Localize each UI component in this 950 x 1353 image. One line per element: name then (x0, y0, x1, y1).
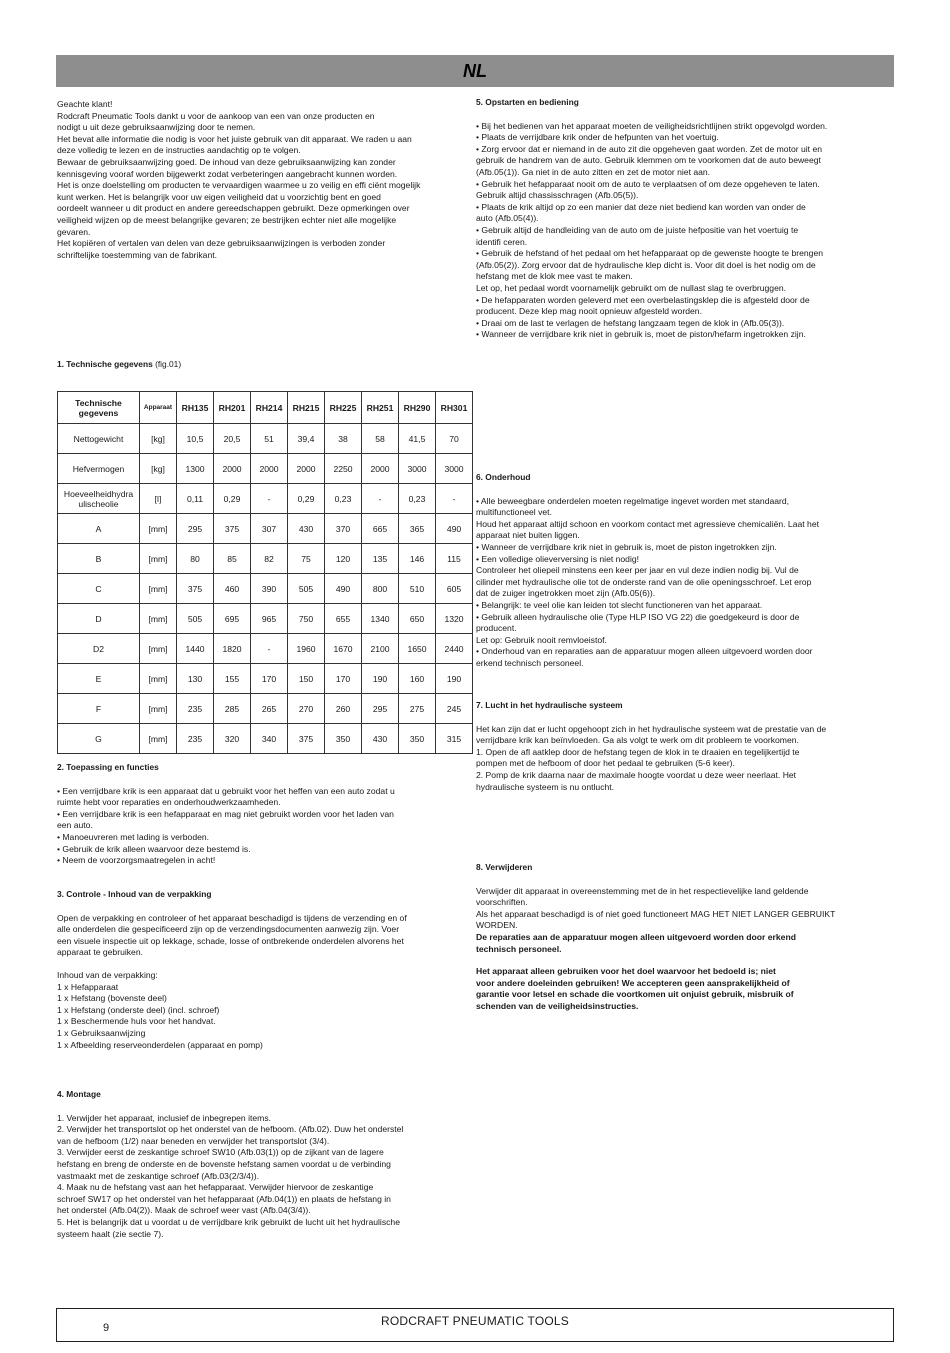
value-cell: 1320 (436, 604, 473, 634)
page-number: 9 (103, 1322, 110, 1334)
row-label-cell: B (58, 544, 140, 574)
row-label-cell: G (58, 724, 140, 754)
tech-data-table (57, 391, 473, 754)
table-row (58, 634, 473, 664)
section-body: Het kan zijn dat er lucht opgehoopt zich in het hydraulische systeem wat de prestatie van de verrijdbare krik kan beïnvloeden. Ga als volgt te werk om dit probleem te voorkomen. 1. Open de afl aatklep door de hefstang tegen de klok in te draaien en tegelijkertijd te pompen met de hefboom of door het pedaal te gebruiken (5-6 keer). 2. Pomp de krik daarna naar de maximale hoogte voordat u deze weer neerlaat. Het hydraulische systeem is nu ontlucht. (476, 723, 827, 792)
value-cell: - (251, 634, 288, 664)
row-label-cell: D2 (58, 634, 140, 664)
table-row (58, 604, 473, 634)
value-cell: 0,11 (177, 484, 214, 514)
value-cell: 115 (436, 544, 473, 574)
section-title: 3. Controle - Inhoud van de verpakking (57, 889, 212, 899)
row-unit-cell: [kg] (140, 454, 177, 484)
value-cell: 1340 (362, 604, 399, 634)
value-cell: 2000 (288, 454, 325, 484)
value-cell: 665 (362, 514, 399, 544)
model-header-cell: RH135 (177, 392, 214, 424)
table-row (58, 454, 473, 484)
row-unit-cell: [mm] (140, 544, 177, 574)
value-cell: 350 (325, 724, 362, 754)
value-cell: 39,4 (288, 424, 325, 454)
value-cell: 80 (177, 544, 214, 574)
table-row (58, 664, 473, 694)
section-body: 1. Verwijder het apparaat, inclusief de inbegrepen items. 2. Verwijder het transportslot op het onderstel van de hefboom. (Afb.02). Duw het onderstel van de hefboom (1/2) naar beneden en verwijder het transportslot (3/4). 3. Verwijder eerst de zeskantige schroef SW10 (Afb.03(1)) op de zijkant van de lagere hefstang en breng de onderste en de bovenste hefstang samen voordat u de verbinding vastmaakt met de zeskantige schroef (Afb.03(2/3/4)). 4. Maak nu de hefstang vast aan het hefapparaat. Verwijder hiervoor de zeskantige schroef SW17 op het onderstel van het hefapparaat (Afb.04(1)) en plaats de hefstang in het onderstel (Afb.04(2)). Maak de schroef weer vast (Afb.04(3/4)). 5. Het is belangrijk dat u voordat u de verrijdbare krik gebruikt de lucht uit het hydraulische systeem haalt (zie sectie 7). (57, 1112, 404, 1239)
row-label-cell: A (58, 514, 140, 544)
tech-title: 1. Technische gegevens (57, 359, 153, 369)
value-cell: 265 (251, 694, 288, 724)
value-cell: 0,23 (325, 484, 362, 514)
section-controle (57, 889, 471, 1051)
table-row (58, 424, 473, 454)
section-title: 5. Opstarten en bediening (476, 97, 579, 107)
value-cell: 155 (214, 664, 251, 694)
value-cell: 655 (325, 604, 362, 634)
row-unit-cell: [mm] (140, 664, 177, 694)
section-body: Verwijder dit apparaat in overeenstemming met de in het respectievelijke land geldende voorschriften. Als het apparaat beschadigd is of niet goed functioneert MAG HET NIET LANGER GEBRUIKT WORDEN. (476, 885, 836, 931)
value-cell: 505 (177, 604, 214, 634)
value-cell: 490 (325, 574, 362, 604)
value-cell: 82 (251, 544, 288, 574)
value-cell: 38 (325, 424, 362, 454)
value-cell: 650 (399, 604, 436, 634)
section-title: 4. Montage (57, 1089, 101, 1099)
value-cell: 75 (288, 544, 325, 574)
value-cell: 0,29 (214, 484, 251, 514)
table-row (58, 544, 473, 574)
value-cell: 1440 (177, 634, 214, 664)
value-cell: 130 (177, 664, 214, 694)
value-cell: 1670 (325, 634, 362, 664)
value-cell: 365 (399, 514, 436, 544)
row-label-cell: Hefvermogen (58, 454, 140, 484)
model-header-cell: RH201 (214, 392, 251, 424)
section-onderhoud (476, 472, 880, 670)
model-header-cell: RH290 (399, 392, 436, 424)
section-tech-heading (57, 359, 471, 371)
tech-fig-ref: (fig.01) (155, 359, 182, 369)
contents-title: Inhoud van de verpakking: (57, 969, 158, 980)
table-row (58, 574, 473, 604)
value-cell: 965 (251, 604, 288, 634)
value-cell: 3000 (399, 454, 436, 484)
value-cell: 1820 (214, 634, 251, 664)
value-cell: 315 (436, 724, 473, 754)
value-cell: 2000 (214, 454, 251, 484)
value-cell: 430 (362, 724, 399, 754)
value-cell: 340 (251, 724, 288, 754)
section-body: Open de verpakking en controleer of het apparaat beschadigd is tijdens de verzending en of alle onderdelen die gespecificeerd zijn op de verzendingsdocumenten aanwezig zijn. Voer een visuele inspectie uit op lekkage, schade, losse of ontbrekende onderdelen alvorens het apparaat te gebruiken. (57, 912, 407, 958)
value-cell: 285 (214, 694, 251, 724)
header-unit-cell: Apparaat (140, 392, 177, 424)
row-unit-cell: [mm] (140, 724, 177, 754)
table-header-row (58, 392, 473, 424)
value-cell: 245 (436, 694, 473, 724)
section-verwijderen (476, 862, 880, 1013)
value-cell: 58 (362, 424, 399, 454)
row-unit-cell: [l] (140, 484, 177, 514)
value-cell: 70 (436, 424, 473, 454)
value-cell: 307 (251, 514, 288, 544)
value-cell: 505 (288, 574, 325, 604)
footer-brand: RODCRAFT PNEUMATIC TOOLS (381, 1314, 569, 1328)
language-header (56, 55, 894, 87)
model-header-cell: RH225 (325, 392, 362, 424)
model-header-cell: RH251 (362, 392, 399, 424)
value-cell: 295 (177, 514, 214, 544)
section-title: 8. Verwijderen (476, 862, 533, 872)
value-cell: 490 (436, 514, 473, 544)
value-cell: 1300 (177, 454, 214, 484)
row-unit-cell: [kg] (140, 424, 177, 454)
row-label-cell: F (58, 694, 140, 724)
value-cell: 320 (214, 724, 251, 754)
table-row (58, 724, 473, 754)
value-cell: 1960 (288, 634, 325, 664)
value-cell: 170 (251, 664, 288, 694)
table-row (58, 694, 473, 724)
value-cell: 2440 (436, 634, 473, 664)
section-title (57, 359, 471, 371)
value-cell: 460 (214, 574, 251, 604)
value-cell: 235 (177, 694, 214, 724)
value-cell: 2000 (251, 454, 288, 484)
value-cell: - (251, 484, 288, 514)
value-cell: 190 (362, 664, 399, 694)
value-cell: 2000 (362, 454, 399, 484)
value-cell: 0,23 (399, 484, 436, 514)
section-title: 6. Onderhoud (476, 472, 531, 482)
row-unit-cell: [mm] (140, 574, 177, 604)
section-bold-warning: Het apparaat alleen gebruiken voor het doel waarvoor het bedoeld is; niet voor andere doeleinden gebruiken! We accepteren geen aansprakelijkheid of garantie voor letsel en schade die voortkomen uit onjuist gebruik, misbruik of schenden van de veiligheidsinstructies. (476, 966, 794, 1011)
value-cell: 150 (288, 664, 325, 694)
row-unit-cell: [mm] (140, 604, 177, 634)
row-label-cell: E (58, 664, 140, 694)
section-bold-note: De reparaties aan de apparatuur mogen alleen uitgevoerd worden door erkend technisch personeel. (476, 931, 796, 954)
value-cell: 370 (325, 514, 362, 544)
value-cell: - (436, 484, 473, 514)
value-cell: 3000 (436, 454, 473, 484)
value-cell: 260 (325, 694, 362, 724)
row-label-cell: Nettogewicht (58, 424, 140, 454)
value-cell: 41,5 (399, 424, 436, 454)
section-lucht (476, 700, 880, 793)
value-cell: 2250 (325, 454, 362, 484)
value-cell: 750 (288, 604, 325, 634)
value-cell: 190 (436, 664, 473, 694)
value-cell: 350 (399, 724, 436, 754)
value-cell: 375 (177, 574, 214, 604)
model-header-cell: RH215 (288, 392, 325, 424)
section-toepassing (57, 762, 471, 867)
value-cell: 135 (362, 544, 399, 574)
value-cell: 430 (288, 514, 325, 544)
value-cell: 270 (288, 694, 325, 724)
intro-paragraph: Geachte klant! Rodcraft Pneumatic Tools dankt u voor de aankoop van een van onze producten en nodigt u uit deze gebruiksaanwijzing door te nemen. Het bevat alle informatie die nodig is voor het juiste gebruik van dit apparaat. We raden u aan deze volledig te lezen en de instructies aandachtig op te volgen. Bewaar de gebruiksaanwijzing goed. De inhoud van deze gebruiksaanwijzing kan zonder kennisgeving vooraf worden bijgewerkt zodat verbeteringen aangebracht kunnen worden. Het is onze doelstelling om producten te vervaardigen waarmee u zo veilig en effi ciënt mogelijk kunt werken. Het is belangrijk voor uw eigen veiligheid dat u voorzichtig bent en goed oordeelt wanneer u dit product en andere gereedschappen gebruikt. Deze opmerkingen over veiligheid wijzen op de meest belangrijke gevaren; ze bestrijken echter niet alle mogelijke gevaren. Het kopiëren of vertalen van delen van deze gebruiksaanwijzingen is verboden zonder schriftelijke toestemming van de fabrikant. (57, 99, 421, 260)
row-unit-cell: [mm] (140, 634, 177, 664)
value-cell: 510 (399, 574, 436, 604)
value-cell: 170 (325, 664, 362, 694)
value-cell: 120 (325, 544, 362, 574)
header-label-cell: Technische gegevens (58, 392, 140, 424)
model-header-cell: RH214 (251, 392, 288, 424)
row-unit-cell: [mm] (140, 694, 177, 724)
value-cell: 605 (436, 574, 473, 604)
section-title: 7. Lucht in het hydraulische systeem (476, 700, 623, 710)
value-cell: 275 (399, 694, 436, 724)
section-body: • Bij het bedienen van het apparaat moeten de veiligheidsrichtlijnen strikt opgevolgd worden. • Plaats de verrijdbare krik onder de hefpunten van het voertuig. • Zorg ervoor dat er niemand in de auto zit die opgeheven gaat worden. Zet de motor uit en gebruik de handrem van de auto. Gebruik klemmen om te voorkomen dat de auto beweegt (Afb.05(1)). Ga niet in de auto zitten en zet de motor niet aan. • Gebruik het hefapparaat nooit om de auto te verplaatsen of om deze opgeheven te laten. Gebruik altijd chassisschragen (Afb.05(5)). • Plaats de krik altijd op zo een manier dat deze niet bediend kan worden van onder de auto (Afb.05(4)). • Gebruik altijd de handleiding van de auto om de juiste hefpositie van het voertuig te identifi ceren. • Gebruik de hefstand of het pedaal om het hefapparaat op de gewenste hoogte te brengen (Afb.05(2)). Zorg ervoor dat de hydraulische klep dicht is. Voor dit doel is het nodig om de hefstang met de klok mee vast te maken. Let op, het pedaal wordt voornamelijk gebruikt om de nullast slag te overbruggen. • De hefapparaten worden geleverd met een overbelastingsklep die is afgesteld door de producent. Deze klep mag nooit opnieuw afgesteld worden. • Draai om de last te verlagen de hefstang langzaam tegen de klok in (Afb.05(3)). • Wanneer de verrijdbare krik niet in gebruik is, moet de piston/hefarm ingetrokken zijn. (476, 120, 828, 340)
language-code: NL (463, 61, 487, 81)
value-cell: 295 (362, 694, 399, 724)
value-cell: 85 (214, 544, 251, 574)
contents-list: 1 x Hefapparaat 1 x Hefstang (bovenste deel) 1 x Hefstang (onderste deel) (incl. schroef) 1 x Beschermende huls voor het handvat. 1 x Gebruiksaanwijzing 1 x Afbeelding reserveonderdelen (apparaat en pomp) (57, 981, 263, 1050)
row-label-cell: Hoeveelheidhydra ulischeolie (58, 484, 140, 514)
value-cell: 160 (399, 664, 436, 694)
row-unit-cell: [mm] (140, 514, 177, 544)
value-cell: - (362, 484, 399, 514)
section-montage (57, 1089, 471, 1240)
value-cell: 0,29 (288, 484, 325, 514)
value-cell: 695 (214, 604, 251, 634)
value-cell: 235 (177, 724, 214, 754)
value-cell: 1650 (399, 634, 436, 664)
value-cell: 146 (399, 544, 436, 574)
value-cell: 375 (288, 724, 325, 754)
model-header-cell: RH301 (436, 392, 473, 424)
value-cell: 10,5 (177, 424, 214, 454)
section-body: • Alle beweegbare onderdelen moeten regelmatige ingevet worden met standaard, multifunctioneel vet. Houd het apparaat altijd schoon en voorkom contact met agressieve chemicaliën. Laat het apparaat niet buiten liggen. • Wanneer de verrijdbare krik niet in gebruik is, moet de piston ingetrokken zijn. • Een volledige olieverversing is niet nodig! Controleer het oliepeil minstens een keer per jaar en vul deze indien nodig bij. Vul de cilinder met hydraulische olie tot de onderste rand van de olie openingsschroef. Let erop dat de zuiger ingetrokken moet zijn (Afb.05(6)). • Belangrijk: te veel olie kan leiden tot slecht functioneren van het apparaat. • Gebruik alleen hydraulische olie (Type HLP ISO VG 22) die goedgekeurd is door de producent. Let op: Gebruik nooit remvloeistof. • Onderhoud van en reparaties aan de apparatuur mogen alleen uitgevoerd worden door erkend technisch personeel. (476, 495, 819, 668)
value-cell: 390 (251, 574, 288, 604)
page-footer (56, 1308, 894, 1342)
table-row (58, 514, 473, 544)
section-opstarten (476, 97, 880, 341)
value-cell: 800 (362, 574, 399, 604)
section-title: 2. Toepassing en functies (57, 762, 159, 772)
intro-text (57, 99, 471, 261)
value-cell: 20,5 (214, 424, 251, 454)
value-cell: 375 (214, 514, 251, 544)
value-cell: 2100 (362, 634, 399, 664)
row-label-cell: D (58, 604, 140, 634)
value-cell: 51 (251, 424, 288, 454)
table-row (58, 484, 473, 514)
section-body: • Een verrijdbare krik is een apparaat dat u gebruikt voor het heffen van een auto zodat u ruimte hebt voor reparaties en onderhoudwerkzaamheden. • Een verrijdbare krik is een hefapparaat en mag niet gebruikt worden voor het laden van een auto. • Manoeuvreren met lading is verboden. • Gebruik de krik alleen waarvoor deze bestemd is. • Neem de voorzorgsmaatregelen in acht! (57, 785, 395, 866)
row-label-cell: C (58, 574, 140, 604)
